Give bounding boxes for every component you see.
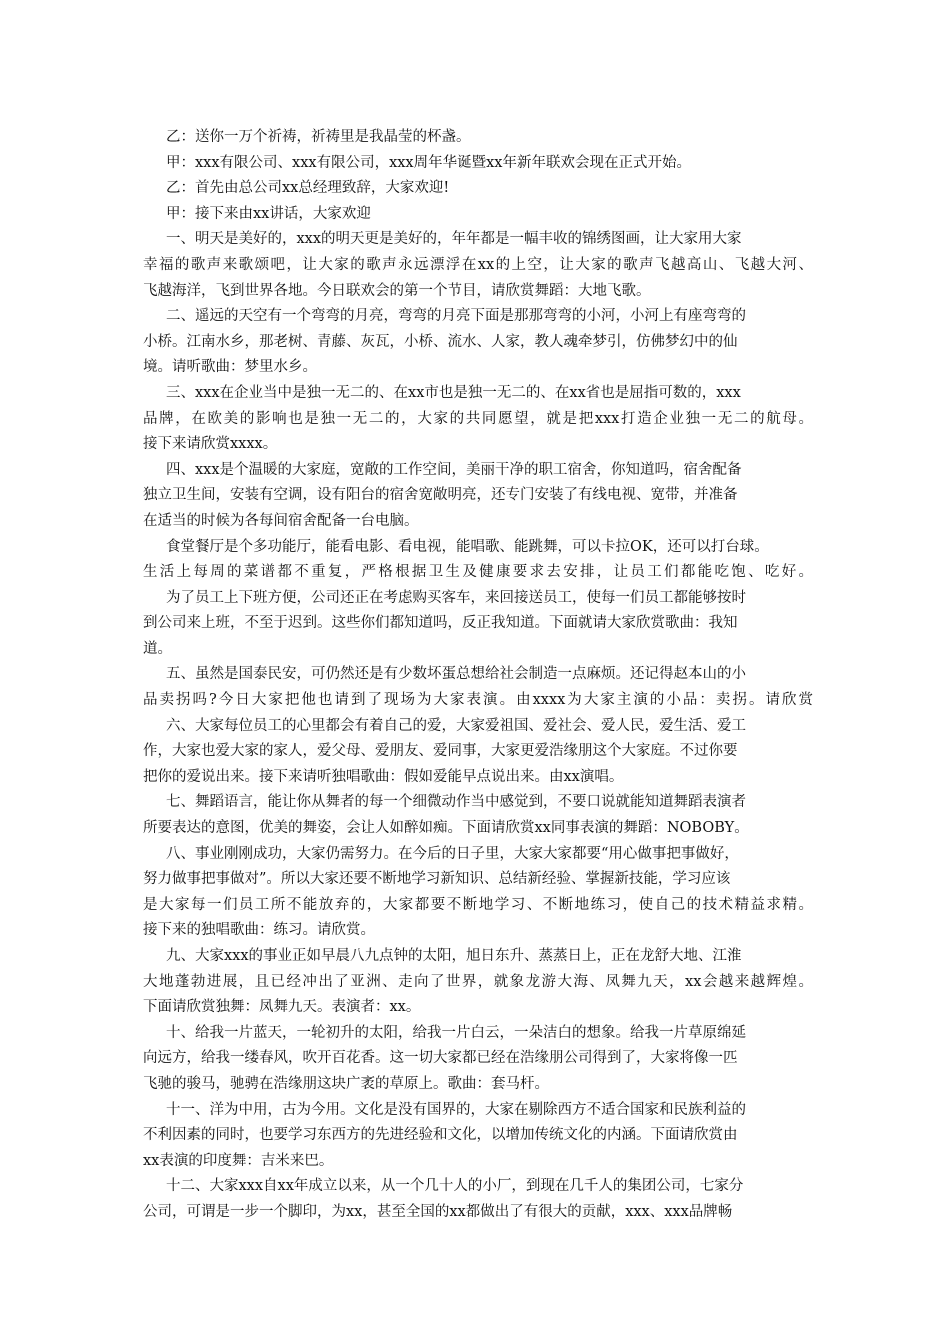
- text-line: 作，大家也爱大家的家人，爱父母、爱朋友、爱同事，大家更爱浩缘朋这个大家庭。不过你要: [143, 743, 738, 760]
- text-line: 道。: [143, 640, 172, 657]
- text-line: 十、给我一片蓝天，一轮初升的太阳，给我一片白云，一朵洁白的想象。给我一片草原绵延: [166, 1024, 746, 1041]
- text-line: 努力做事把事做对”。所以大家还要不断地学习新知识、总结新经验、掌握新技能，学习应该: [143, 871, 731, 888]
- text-line: 八、事业刚刚成功，大家仍需努力。在今后的日子里，大家大家都要“用心做事把事做好，: [166, 845, 739, 862]
- text-line: 品卖拐吗?今日大家把他也请到了现场为大家表演。由xxxx为大家主演的小品：卖拐。请欣赏: [143, 692, 813, 709]
- text-line: 七、舞蹈语言，能让你从舞者的每一个细微动作当中感觉到，不要口说就能知道舞蹈表演者: [166, 794, 746, 811]
- text-line: 十二、大家xxx自xx年成立以来，从一个几十人的小厂，到现在几千人的集团公司，七家分: [166, 1178, 744, 1195]
- text-line: 飞驰的骏马，驰骋在浩缘朋这块广袤的草原上。歌曲：套马杆。: [143, 1075, 549, 1092]
- text-line: 品牌，在欧美的影响也是独一无二的，大家的共同愿望，就是把xxx打造企业独一无二的航母。: [143, 410, 813, 427]
- text-line: 所要表达的意图，优美的舞姿，会让人如醉如痴。下面请欣赏xx同事表演的舞蹈：NOBOBY。: [143, 820, 749, 837]
- text-line: 甲：xxx有限公司、xxx有限公司，xxx周年华诞暨xx年新年联欢会现在正式开始。: [166, 154, 691, 171]
- text-line: 甲：接下来由xx讲话，大家欢迎: [166, 205, 371, 222]
- text-line: 幸福的歌声来歌颂吧，让大家的歌声永远漂浮在xx的上空，让大家的歌声飞越高山、飞越大河、: [143, 256, 813, 273]
- text-line: 下面请欣赏独舞：凤舞九天。表演者：xx。: [143, 999, 421, 1016]
- text-line: 向远方，给我一缕春风，吹开百花香。这一切大家都已经在浩缘朋公司得到了，大家将像一匹: [143, 1050, 738, 1067]
- text-line: 六、大家每位员工的心里都会有着自己的爱，大家爱祖国、爱社会、爱人民，爱生活、爱工: [166, 717, 746, 734]
- text-line: 飞越海洋，飞到世界各地。今日联欢会的第一个节目，请欣赏舞蹈：大地飞歌。: [143, 282, 651, 299]
- text-line: 小桥。江南水乡，那老树、青藤、灰瓦，小桥、流水、人家，教人魂牵梦引，仿佛梦幻中的仙: [143, 333, 738, 350]
- text-line: 三、xxx在企业当中是独一无二的、在xx市也是独一无二的、在xx省也是屈指可数的，xxx: [166, 384, 741, 401]
- text-line: xx表演的印度舞：吉米来巴。: [143, 1152, 334, 1169]
- text-line: 九、大家xxx的事业正如早晨八九点钟的太阳，旭日东升、蒸蒸日上，正在龙舒大地、江淮: [166, 948, 742, 964]
- text-line: 为了员工上下班方便，公司还正在考虑购买客车，来回接送员工，使每一们员工都能够按时: [166, 589, 746, 606]
- text-line: 一、明天是美好的，xxx的明天更是美好的，年年都是一幅丰收的锦绣图画，让大家用大家: [166, 231, 742, 248]
- text-line: 境。请听歌曲：梦里水乡。: [143, 359, 317, 376]
- text-line: 生活上每周的菜谱都不重复，严格根据卫生及健康要求去安排，让员工们都能吃饱、吃好。: [143, 564, 813, 581]
- text-line: 乙：首先由总公司xx总经理致辞，大家欢迎!: [166, 180, 450, 197]
- text-line: 接下来请欣赏xxxx。: [143, 436, 278, 453]
- text-line: 接下来的独唱歌曲：练习。请欣赏。: [143, 922, 375, 939]
- text-line: 食堂餐厅是个多功能厅，能看电影、看电视，能唱歌、能跳舞，可以卡拉OK，还可以打台球。: [166, 538, 769, 555]
- text-line: 十一、洋为中用，古为今用。文化是没有国界的，大家在剔除西方不适合国家和民族利益的: [166, 1101, 746, 1118]
- text-line: 乙：送你一万个祈祷，祈祷里是我晶莹的杯盏。: [166, 129, 471, 145]
- text-line: 不利因素的同时，也要学习东西方的先进经验和文化，以增加传统文化的内涵。下面请欣赏由: [143, 1127, 738, 1144]
- text-line: 四、xxx是个温暖的大家庭，宽敞的工作空间，美丽干净的职工宿舍，你知道吗，宿舍配备: [166, 461, 742, 478]
- text-line: 二、遥远的天空有一个弯弯的月亮，弯弯的月亮下面是那那弯弯的小河，小河上有座弯弯的: [166, 308, 746, 325]
- text-line: 把你的爱说出来。接下来请听独唱歌曲：假如爱能早点说出来。由xx演唱。: [143, 768, 624, 785]
- text-line: 公司，可谓是一步一个脚印，为xx，甚至全国的xx都做出了有很大的贡献，xxx、xxx品牌畅: [143, 1203, 733, 1220]
- text-line: 大地蓬勃进展，且已经冲出了亚洲、走向了世界，就象龙游大海、凤舞九天，xx会越来越辉煌。: [143, 973, 813, 990]
- text-line: 独立卫生间，安装有空调，设有阳台的宿舍宽敞明亮，还专门安装了有线电视、宽带，并准备: [143, 487, 738, 504]
- text-line: 是大家每一们员工所不能放弃的，大家都要不断地学习、不断地练习，使自己的技术精益求精。: [143, 896, 813, 913]
- text-line: 到公司来上班，不至于迟到。这些你们都知道吗，反正我知道。下面就请大家欣赏歌曲：我知: [143, 615, 738, 632]
- document-body: [143, 125, 813, 1226]
- text-line: 在适当的时候为各每间宿舍配备一台电脑。: [143, 512, 419, 529]
- text-line: 五、虽然是国泰民安，可仍然还是有少数坏蛋总想给社会制造一点麻烦。还记得赵本山的小: [166, 666, 746, 683]
